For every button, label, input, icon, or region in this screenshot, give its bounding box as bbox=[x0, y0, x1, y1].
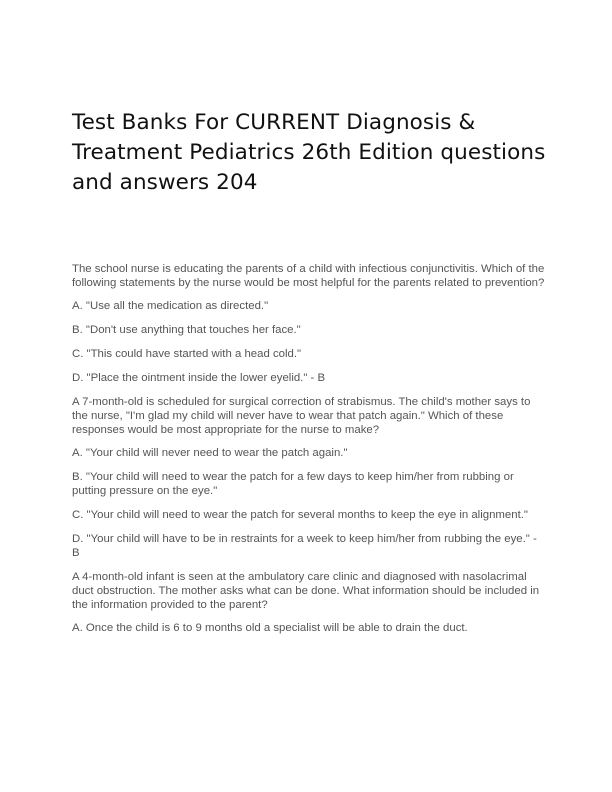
question-2-option-b: B. "Your child will need to wear the patch for a few days to keep him/her from rubbing or putting pressure on the eye." bbox=[72, 471, 514, 497]
question-1-option-c: C. "This could have started with a head cold." bbox=[72, 348, 302, 360]
question-3-option-a: A. Once the child is 6 to 9 months old a specialist will be able to drain the duct. bbox=[72, 622, 468, 634]
document-title: Test Banks For CURRENT Diagnosis & Treatment Pediatrics 26th Edition questions and answers 204 bbox=[72, 110, 546, 195]
question-2-option-c: C. "Your child will need to wear the patch for several months to keep the eye in alignment." bbox=[72, 509, 528, 521]
question-list bbox=[72, 262, 546, 645]
question-1-text: The school nurse is educating the parents of a child with infectious conjunctivitis. Which of the following statements by the nurse would be most helpful for the parents related to prevention? bbox=[72, 263, 545, 289]
question-2-option-a: A. "Your child will never need to wear the patch again." bbox=[72, 447, 348, 459]
question-1-option-a: A. "Use all the medication as directed." bbox=[72, 300, 269, 312]
question-1-option-d: D. "Place the ointment inside the lower eyelid." - B bbox=[72, 372, 326, 384]
question-1-option-b: B. "Don't use anything that touches her face." bbox=[72, 324, 301, 336]
question-3-text: A 4-month-old infant is seen at the ambulatory care clinic and diagnosed with nasolacrimal duct obstruction. The mother asks what can be done. What information should be included in the information provided to the parent? bbox=[72, 571, 540, 611]
question-2-text: A 7-month-old is scheduled for surgical correction of strabismus. The child's mother says to the nurse, "I'm glad my child will never have to wear that patch again." Which of these responses would be most appropriate for the nurse to make? bbox=[72, 396, 531, 436]
question-2-option-d: D. "Your child will have to be in restraints for a week to keep him/her from rubbing the eye." - B bbox=[72, 533, 537, 559]
